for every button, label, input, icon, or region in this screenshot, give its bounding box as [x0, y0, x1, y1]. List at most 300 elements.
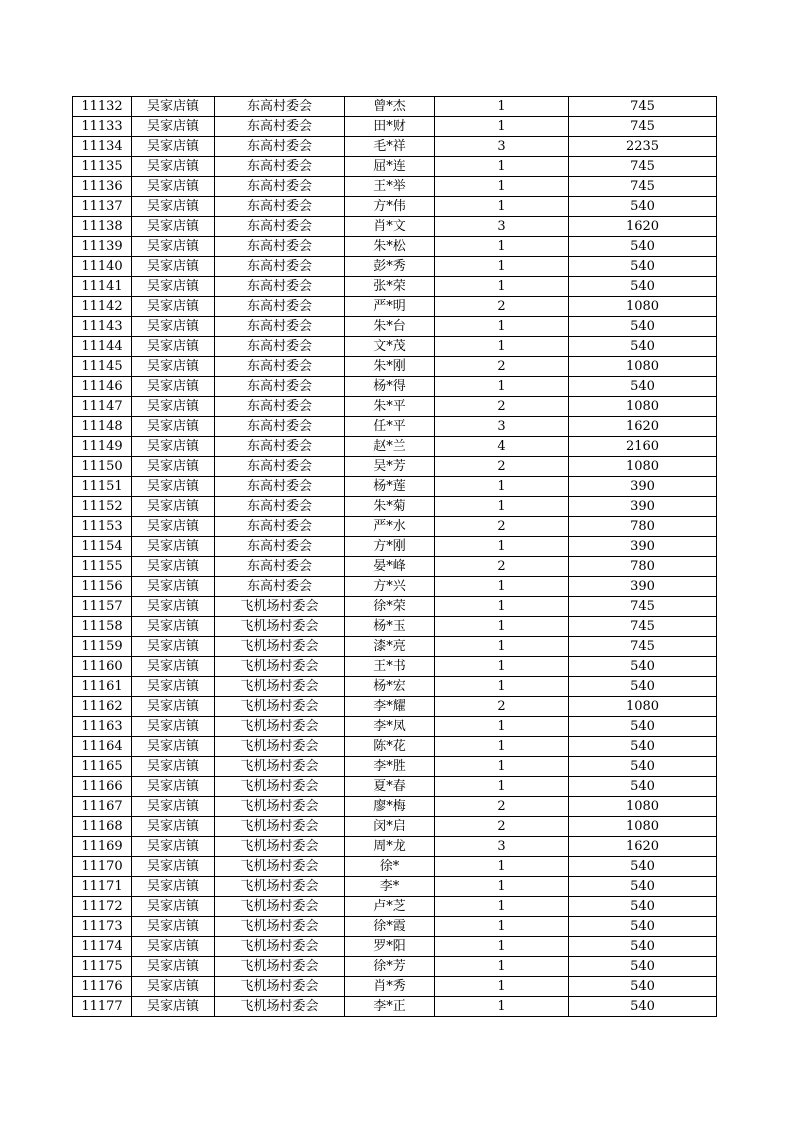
- village-committee-cell: 东高村委会: [215, 197, 345, 217]
- household-count-cell: 1: [435, 197, 569, 217]
- table-row: [73, 457, 717, 477]
- village-committee-cell: 飞机场村委会: [215, 677, 345, 697]
- town-cell: 吴家店镇: [132, 797, 215, 817]
- village-committee-cell: 飞机场村委会: [215, 637, 345, 657]
- amount-cell: 1080: [569, 817, 717, 837]
- village-committee-cell: 飞机场村委会: [215, 657, 345, 677]
- ledger-table: [72, 96, 717, 1017]
- table-row: [73, 997, 717, 1017]
- village-committee-cell: 东高村委会: [215, 277, 345, 297]
- name-cell: 李*: [345, 877, 435, 897]
- table-row: [73, 357, 717, 377]
- row-id-cell: 11151: [73, 477, 132, 497]
- village-committee-cell: 东高村委会: [215, 517, 345, 537]
- table-row: [73, 117, 717, 137]
- name-cell: 徐*霞: [345, 917, 435, 937]
- amount-cell: 745: [569, 177, 717, 197]
- household-count-cell: 1: [435, 597, 569, 617]
- name-cell: 严*明: [345, 297, 435, 317]
- town-cell: 吴家店镇: [132, 357, 215, 377]
- name-cell: 毛*祥: [345, 137, 435, 157]
- household-count-cell: 1: [435, 477, 569, 497]
- name-cell: 陈*花: [345, 737, 435, 757]
- household-count-cell: 1: [435, 97, 569, 117]
- table-row: [73, 137, 717, 157]
- household-count-cell: 2: [435, 797, 569, 817]
- name-cell: 杨*玉: [345, 617, 435, 637]
- name-cell: 肖*文: [345, 217, 435, 237]
- town-cell: 吴家店镇: [132, 217, 215, 237]
- village-committee-cell: 飞机场村委会: [215, 797, 345, 817]
- row-id-cell: 11166: [73, 777, 132, 797]
- row-id-cell: 11153: [73, 517, 132, 537]
- amount-cell: 780: [569, 557, 717, 577]
- amount-cell: 540: [569, 777, 717, 797]
- table-row: [73, 837, 717, 857]
- household-count-cell: 1: [435, 897, 569, 917]
- table-row: [73, 417, 717, 437]
- table-row: [73, 177, 717, 197]
- town-cell: 吴家店镇: [132, 477, 215, 497]
- household-count-cell: 1: [435, 177, 569, 197]
- household-count-cell: 1: [435, 577, 569, 597]
- household-count-cell: 1: [435, 497, 569, 517]
- village-committee-cell: 飞机场村委会: [215, 717, 345, 737]
- town-cell: 吴家店镇: [132, 157, 215, 177]
- village-committee-cell: 东高村委会: [215, 297, 345, 317]
- household-count-cell: 1: [435, 377, 569, 397]
- amount-cell: 540: [569, 197, 717, 217]
- town-cell: 吴家店镇: [132, 257, 215, 277]
- name-cell: 徐*芳: [345, 957, 435, 977]
- household-count-cell: 1: [435, 857, 569, 877]
- amount-cell: 540: [569, 937, 717, 957]
- household-count-cell: 1: [435, 677, 569, 697]
- amount-cell: 745: [569, 97, 717, 117]
- village-committee-cell: 东高村委会: [215, 537, 345, 557]
- row-id-cell: 11159: [73, 637, 132, 657]
- town-cell: 吴家店镇: [132, 297, 215, 317]
- row-id-cell: 11163: [73, 717, 132, 737]
- amount-cell: 1080: [569, 397, 717, 417]
- name-cell: 杨*莲: [345, 477, 435, 497]
- table-row: [73, 877, 717, 897]
- table-row: [73, 217, 717, 237]
- household-count-cell: 1: [435, 977, 569, 997]
- name-cell: 夏*春: [345, 777, 435, 797]
- town-cell: 吴家店镇: [132, 577, 215, 597]
- amount-cell: 745: [569, 157, 717, 177]
- amount-cell: 390: [569, 537, 717, 557]
- town-cell: 吴家店镇: [132, 397, 215, 417]
- amount-cell: 540: [569, 657, 717, 677]
- town-cell: 吴家店镇: [132, 137, 215, 157]
- row-id-cell: 11155: [73, 557, 132, 577]
- row-id-cell: 11149: [73, 437, 132, 457]
- household-count-cell: 1: [435, 937, 569, 957]
- name-cell: 罗*阳: [345, 937, 435, 957]
- town-cell: 吴家店镇: [132, 917, 215, 937]
- row-id-cell: 11148: [73, 417, 132, 437]
- village-committee-cell: 飞机场村委会: [215, 617, 345, 637]
- amount-cell: 540: [569, 977, 717, 997]
- village-committee-cell: 飞机场村委会: [215, 917, 345, 937]
- household-count-cell: 2: [435, 397, 569, 417]
- household-count-cell: 2: [435, 697, 569, 717]
- row-id-cell: 11154: [73, 537, 132, 557]
- row-id-cell: 11141: [73, 277, 132, 297]
- name-cell: 吴*芳: [345, 457, 435, 477]
- town-cell: 吴家店镇: [132, 437, 215, 457]
- table-row: [73, 437, 717, 457]
- amount-cell: 540: [569, 717, 717, 737]
- name-cell: 卢*芝: [345, 897, 435, 917]
- table-row: [73, 797, 717, 817]
- village-committee-cell: 东高村委会: [215, 257, 345, 277]
- household-count-cell: 1: [435, 997, 569, 1017]
- table-row: [73, 517, 717, 537]
- row-id-cell: 11167: [73, 797, 132, 817]
- name-cell: 朱*刚: [345, 357, 435, 377]
- amount-cell: 540: [569, 337, 717, 357]
- name-cell: 王*举: [345, 177, 435, 197]
- town-cell: 吴家店镇: [132, 757, 215, 777]
- town-cell: 吴家店镇: [132, 177, 215, 197]
- row-id-cell: 11170: [73, 857, 132, 877]
- town-cell: 吴家店镇: [132, 857, 215, 877]
- village-committee-cell: 东高村委会: [215, 117, 345, 137]
- name-cell: 文*茂: [345, 337, 435, 357]
- household-count-cell: 2: [435, 557, 569, 577]
- row-id-cell: 11156: [73, 577, 132, 597]
- amount-cell: 1080: [569, 797, 717, 817]
- name-cell: 朱*菊: [345, 497, 435, 517]
- town-cell: 吴家店镇: [132, 337, 215, 357]
- row-id-cell: 11136: [73, 177, 132, 197]
- name-cell: 李*胜: [345, 757, 435, 777]
- amount-cell: 540: [569, 857, 717, 877]
- amount-cell: 540: [569, 277, 717, 297]
- row-id-cell: 11138: [73, 217, 132, 237]
- name-cell: 李*正: [345, 997, 435, 1017]
- household-count-cell: 1: [435, 237, 569, 257]
- amount-cell: 1080: [569, 697, 717, 717]
- row-id-cell: 11173: [73, 917, 132, 937]
- name-cell: 彭*秀: [345, 257, 435, 277]
- household-count-cell: 1: [435, 317, 569, 337]
- household-count-cell: 1: [435, 117, 569, 137]
- name-cell: 朱*松: [345, 237, 435, 257]
- row-id-cell: 11174: [73, 937, 132, 957]
- amount-cell: 745: [569, 617, 717, 637]
- table-row: [73, 677, 717, 697]
- household-count-cell: 3: [435, 837, 569, 857]
- village-committee-cell: 飞机场村委会: [215, 777, 345, 797]
- amount-cell: 1620: [569, 837, 717, 857]
- name-cell: 徐*: [345, 857, 435, 877]
- amount-cell: 540: [569, 377, 717, 397]
- village-committee-cell: 飞机场村委会: [215, 737, 345, 757]
- village-committee-cell: 飞机场村委会: [215, 757, 345, 777]
- village-committee-cell: 飞机场村委会: [215, 957, 345, 977]
- household-count-cell: 2: [435, 517, 569, 537]
- village-committee-cell: 东高村委会: [215, 437, 345, 457]
- row-id-cell: 11144: [73, 337, 132, 357]
- amount-cell: 2235: [569, 137, 717, 157]
- table-row: [73, 497, 717, 517]
- amount-cell: 540: [569, 257, 717, 277]
- table-row: [73, 97, 717, 117]
- row-id-cell: 11176: [73, 977, 132, 997]
- amount-cell: 540: [569, 237, 717, 257]
- amount-cell: 540: [569, 957, 717, 977]
- town-cell: 吴家店镇: [132, 597, 215, 617]
- name-cell: 李*耀: [345, 697, 435, 717]
- village-committee-cell: 东高村委会: [215, 497, 345, 517]
- table-row: [73, 637, 717, 657]
- household-count-cell: 1: [435, 777, 569, 797]
- household-count-cell: 1: [435, 717, 569, 737]
- amount-cell: 390: [569, 497, 717, 517]
- town-cell: 吴家店镇: [132, 497, 215, 517]
- amount-cell: 540: [569, 757, 717, 777]
- village-committee-cell: 东高村委会: [215, 377, 345, 397]
- town-cell: 吴家店镇: [132, 537, 215, 557]
- village-committee-cell: 东高村委会: [215, 457, 345, 477]
- table-row: [73, 537, 717, 557]
- name-cell: 李*凤: [345, 717, 435, 737]
- table-row: [73, 977, 717, 997]
- row-id-cell: 11177: [73, 997, 132, 1017]
- household-count-cell: 1: [435, 537, 569, 557]
- name-cell: 屈*连: [345, 157, 435, 177]
- village-committee-cell: 东高村委会: [215, 317, 345, 337]
- table-row: [73, 297, 717, 317]
- amount-cell: 390: [569, 577, 717, 597]
- name-cell: 徐*荣: [345, 597, 435, 617]
- table-row: [73, 237, 717, 257]
- household-count-cell: 1: [435, 757, 569, 777]
- village-committee-cell: 东高村委会: [215, 557, 345, 577]
- table-row: [73, 337, 717, 357]
- table-row: [73, 377, 717, 397]
- town-cell: 吴家店镇: [132, 117, 215, 137]
- town-cell: 吴家店镇: [132, 417, 215, 437]
- row-id-cell: 11150: [73, 457, 132, 477]
- household-count-cell: 1: [435, 657, 569, 677]
- table-row: [73, 257, 717, 277]
- row-id-cell: 11137: [73, 197, 132, 217]
- household-count-cell: 1: [435, 917, 569, 937]
- amount-cell: 540: [569, 917, 717, 937]
- town-cell: 吴家店镇: [132, 657, 215, 677]
- row-id-cell: 11133: [73, 117, 132, 137]
- town-cell: 吴家店镇: [132, 997, 215, 1017]
- table-row: [73, 157, 717, 177]
- household-count-cell: 1: [435, 617, 569, 637]
- household-count-cell: 1: [435, 637, 569, 657]
- row-id-cell: 11143: [73, 317, 132, 337]
- amount-cell: 540: [569, 897, 717, 917]
- name-cell: 赵*兰: [345, 437, 435, 457]
- table-row: [73, 717, 717, 737]
- name-cell: 田*财: [345, 117, 435, 137]
- row-id-cell: 11140: [73, 257, 132, 277]
- row-id-cell: 11158: [73, 617, 132, 637]
- village-committee-cell: 飞机场村委会: [215, 817, 345, 837]
- household-count-cell: 2: [435, 357, 569, 377]
- town-cell: 吴家店镇: [132, 677, 215, 697]
- table-row: [73, 477, 717, 497]
- household-count-cell: 1: [435, 157, 569, 177]
- table-row: [73, 937, 717, 957]
- amount-cell: 2160: [569, 437, 717, 457]
- amount-cell: 745: [569, 637, 717, 657]
- name-cell: 杨*宏: [345, 677, 435, 697]
- village-committee-cell: 飞机场村委会: [215, 597, 345, 617]
- town-cell: 吴家店镇: [132, 237, 215, 257]
- household-count-cell: 1: [435, 737, 569, 757]
- row-id-cell: 11146: [73, 377, 132, 397]
- row-id-cell: 11132: [73, 97, 132, 117]
- name-cell: 朱*台: [345, 317, 435, 337]
- village-committee-cell: 东高村委会: [215, 217, 345, 237]
- amount-cell: 1620: [569, 417, 717, 437]
- table-row: [73, 577, 717, 597]
- amount-cell: 540: [569, 877, 717, 897]
- household-count-cell: 1: [435, 957, 569, 977]
- household-count-cell: 2: [435, 817, 569, 837]
- name-cell: 周*龙: [345, 837, 435, 857]
- village-committee-cell: 东高村委会: [215, 157, 345, 177]
- table-row: [73, 897, 717, 917]
- village-committee-cell: 飞机场村委会: [215, 977, 345, 997]
- household-count-cell: 1: [435, 337, 569, 357]
- household-count-cell: 1: [435, 277, 569, 297]
- amount-cell: 540: [569, 677, 717, 697]
- name-cell: 方*刚: [345, 537, 435, 557]
- row-id-cell: 11142: [73, 297, 132, 317]
- town-cell: 吴家店镇: [132, 517, 215, 537]
- table-row: [73, 557, 717, 577]
- village-committee-cell: 东高村委会: [215, 477, 345, 497]
- town-cell: 吴家店镇: [132, 737, 215, 757]
- name-cell: 晏*峰: [345, 557, 435, 577]
- name-cell: 王*书: [345, 657, 435, 677]
- village-committee-cell: 飞机场村委会: [215, 857, 345, 877]
- village-committee-cell: 飞机场村委会: [215, 697, 345, 717]
- name-cell: 方*兴: [345, 577, 435, 597]
- town-cell: 吴家店镇: [132, 937, 215, 957]
- amount-cell: 745: [569, 117, 717, 137]
- village-committee-cell: 飞机场村委会: [215, 937, 345, 957]
- town-cell: 吴家店镇: [132, 837, 215, 857]
- village-committee-cell: 东高村委会: [215, 177, 345, 197]
- name-cell: 曾*杰: [345, 97, 435, 117]
- row-id-cell: 11171: [73, 877, 132, 897]
- town-cell: 吴家店镇: [132, 957, 215, 977]
- village-committee-cell: 东高村委会: [215, 397, 345, 417]
- town-cell: 吴家店镇: [132, 557, 215, 577]
- row-id-cell: 11161: [73, 677, 132, 697]
- table-row: [73, 197, 717, 217]
- table-row: [73, 917, 717, 937]
- ledger-body: [73, 97, 717, 1017]
- town-cell: 吴家店镇: [132, 457, 215, 477]
- name-cell: 朱*平: [345, 397, 435, 417]
- town-cell: 吴家店镇: [132, 717, 215, 737]
- table-row: [73, 617, 717, 637]
- village-committee-cell: 东高村委会: [215, 417, 345, 437]
- town-cell: 吴家店镇: [132, 877, 215, 897]
- town-cell: 吴家店镇: [132, 897, 215, 917]
- table-row: [73, 597, 717, 617]
- amount-cell: 1080: [569, 357, 717, 377]
- name-cell: 肖*秀: [345, 977, 435, 997]
- town-cell: 吴家店镇: [132, 637, 215, 657]
- table-row: [73, 757, 717, 777]
- table-row: [73, 657, 717, 677]
- household-count-cell: 1: [435, 877, 569, 897]
- row-id-cell: 11147: [73, 397, 132, 417]
- town-cell: 吴家店镇: [132, 317, 215, 337]
- row-id-cell: 11160: [73, 657, 132, 677]
- row-id-cell: 11157: [73, 597, 132, 617]
- village-committee-cell: 东高村委会: [215, 137, 345, 157]
- name-cell: 杨*得: [345, 377, 435, 397]
- amount-cell: 540: [569, 737, 717, 757]
- town-cell: 吴家店镇: [132, 97, 215, 117]
- row-id-cell: 11145: [73, 357, 132, 377]
- household-count-cell: 3: [435, 217, 569, 237]
- table-row: [73, 397, 717, 417]
- amount-cell: 1620: [569, 217, 717, 237]
- row-id-cell: 11135: [73, 157, 132, 177]
- row-id-cell: 11169: [73, 837, 132, 857]
- amount-cell: 780: [569, 517, 717, 537]
- town-cell: 吴家店镇: [132, 777, 215, 797]
- village-committee-cell: 飞机场村委会: [215, 897, 345, 917]
- amount-cell: 390: [569, 477, 717, 497]
- name-cell: 方*伟: [345, 197, 435, 217]
- table-row: [73, 277, 717, 297]
- village-committee-cell: 东高村委会: [215, 337, 345, 357]
- town-cell: 吴家店镇: [132, 277, 215, 297]
- row-id-cell: 11139: [73, 237, 132, 257]
- row-id-cell: 11162: [73, 697, 132, 717]
- town-cell: 吴家店镇: [132, 977, 215, 997]
- row-id-cell: 11165: [73, 757, 132, 777]
- table-row: [73, 737, 717, 757]
- name-cell: 张*荣: [345, 277, 435, 297]
- table-row: [73, 697, 717, 717]
- amount-cell: 745: [569, 597, 717, 617]
- name-cell: 任*平: [345, 417, 435, 437]
- household-count-cell: 1: [435, 257, 569, 277]
- amount-cell: 540: [569, 997, 717, 1017]
- village-committee-cell: 东高村委会: [215, 577, 345, 597]
- row-id-cell: 11134: [73, 137, 132, 157]
- table-row: [73, 317, 717, 337]
- village-committee-cell: 飞机场村委会: [215, 877, 345, 897]
- town-cell: 吴家店镇: [132, 377, 215, 397]
- table-row: [73, 777, 717, 797]
- village-committee-cell: 飞机场村委会: [215, 837, 345, 857]
- table-row: [73, 857, 717, 877]
- table-row: [73, 817, 717, 837]
- name-cell: 严*水: [345, 517, 435, 537]
- name-cell: 闵*启: [345, 817, 435, 837]
